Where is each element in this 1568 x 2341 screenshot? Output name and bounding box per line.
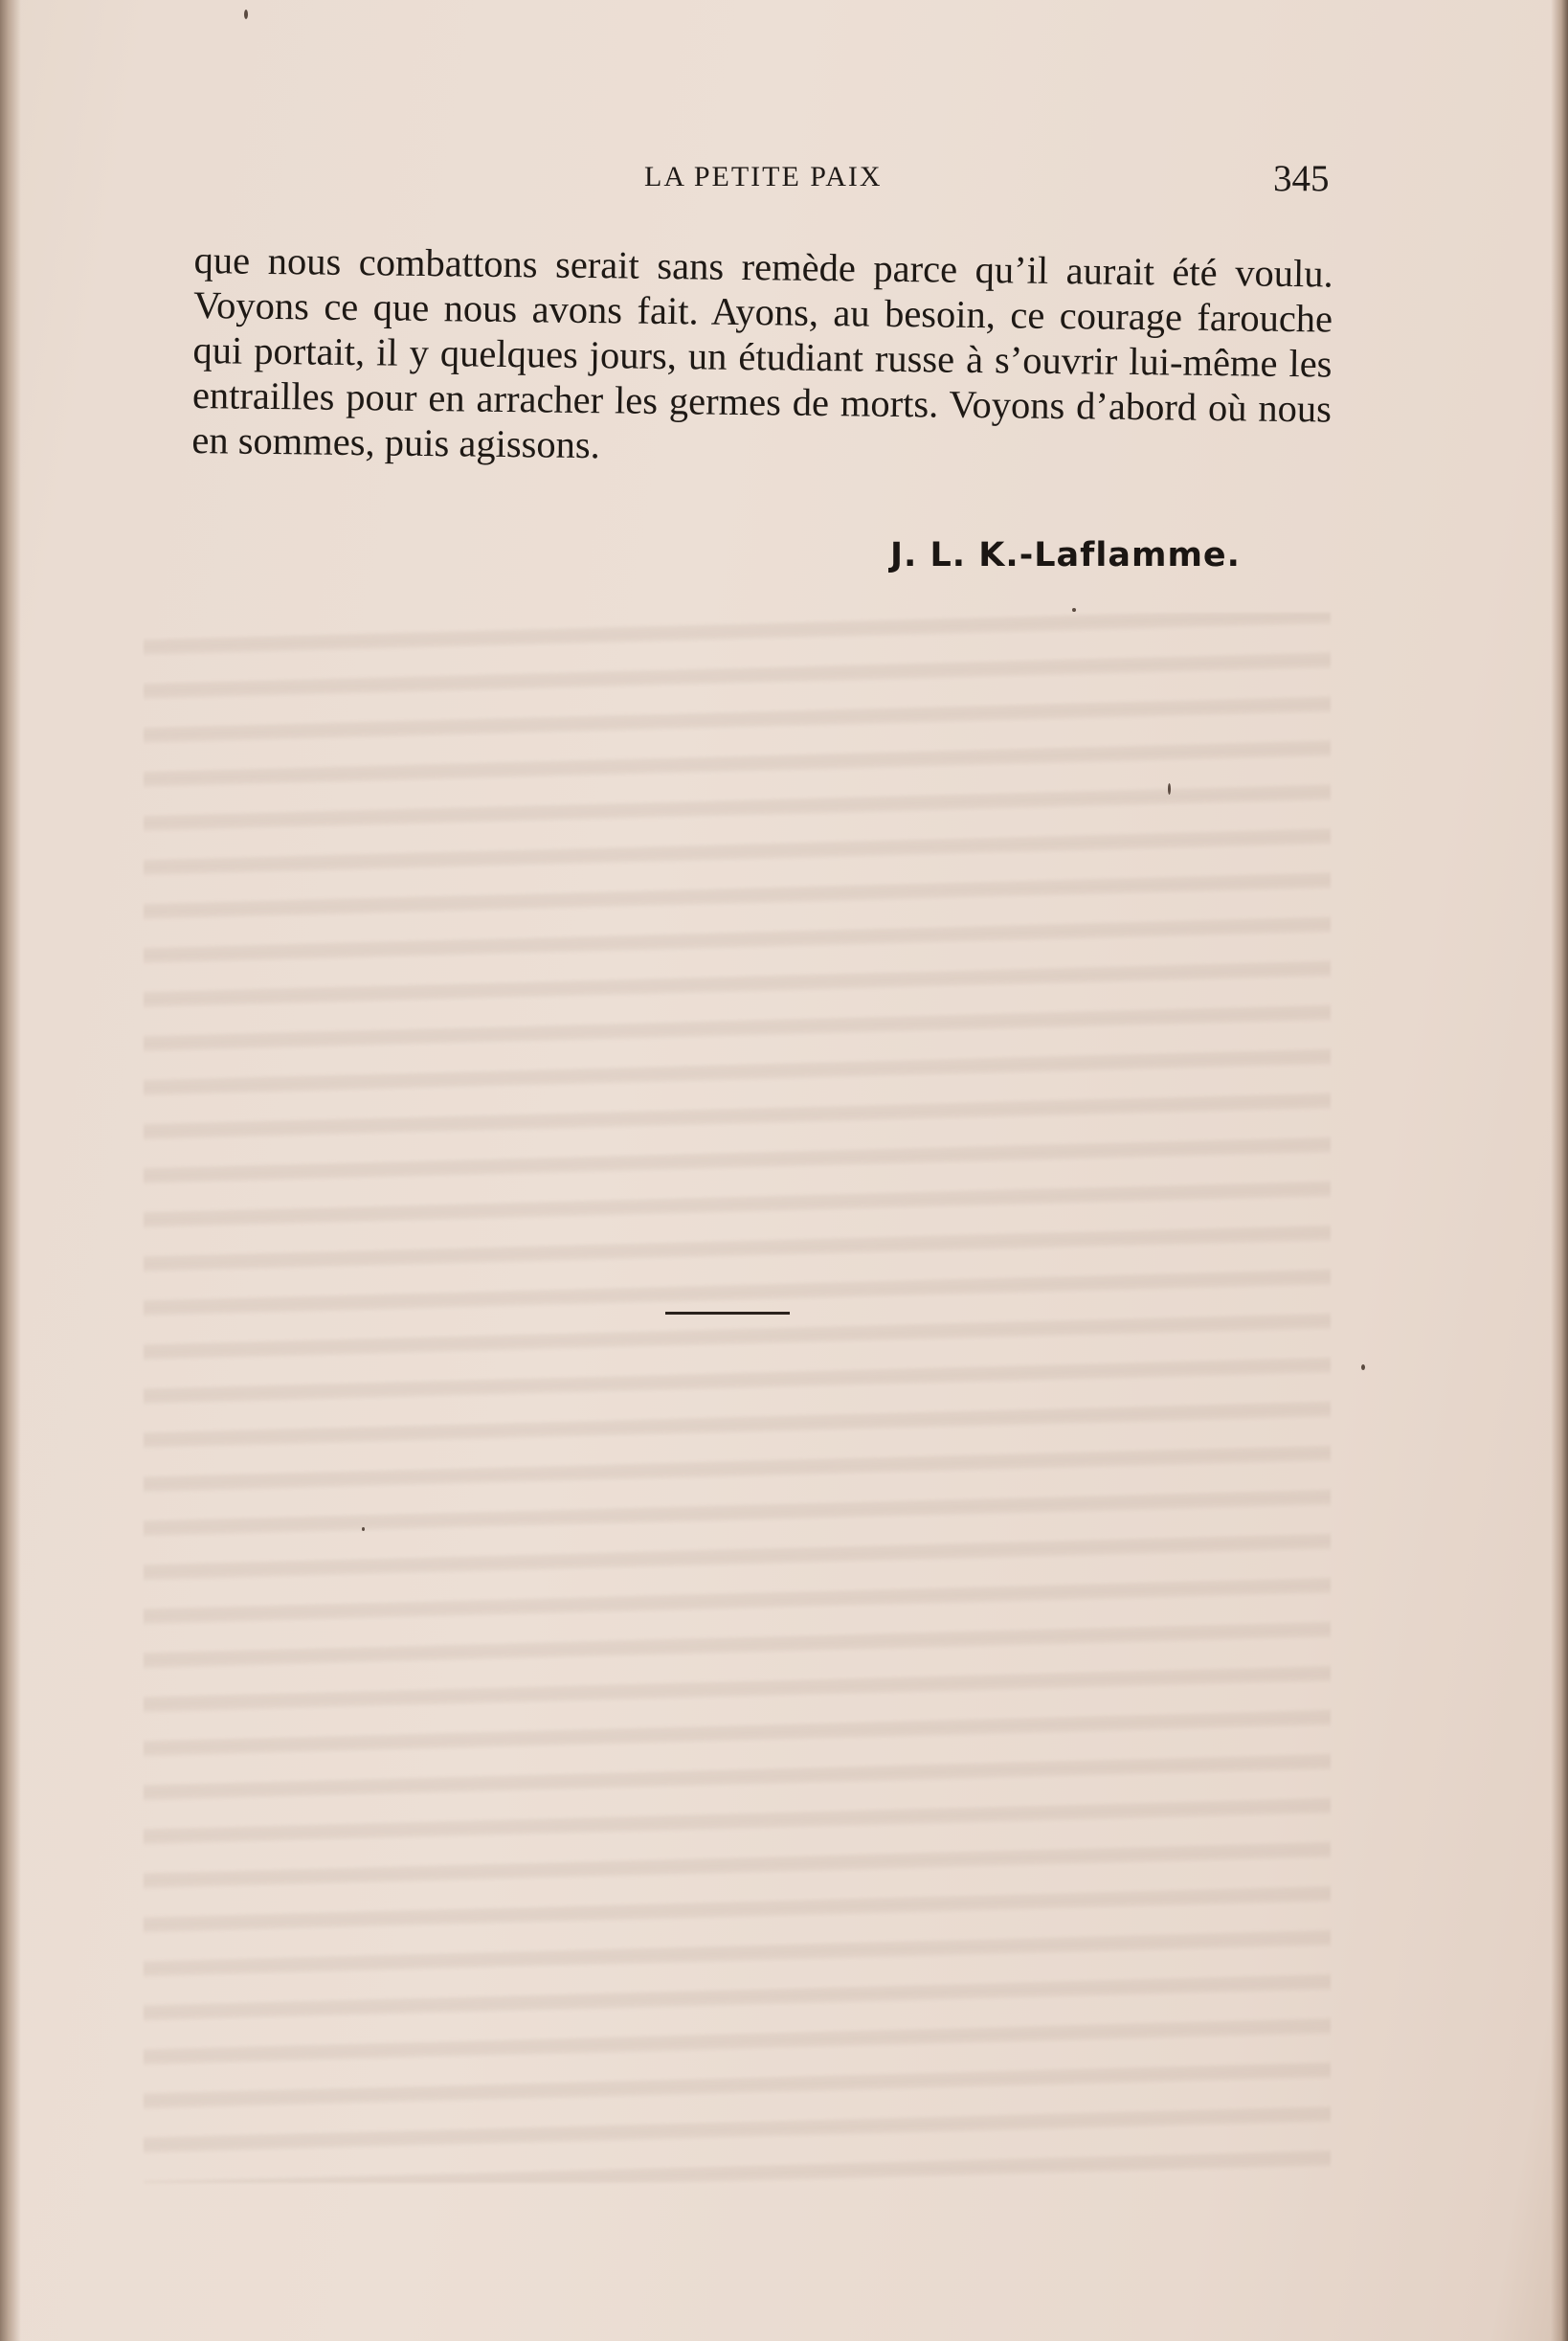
body-paragraph: que nous combattons serait sans remède parce qu’il aurait été voulu. Voyons ce que nous avons fait. Ayons, au besoin, ce courage farouche qui portait, il y quelques jours, un étudiant russe à s’ouvrir lui-même les entrailles pour en arracher les germes de morts. Voyons d’abord où nous en sommes, puis agissons. (191, 237, 1333, 467)
body-text (191, 237, 1333, 477)
paper-speck (1361, 1364, 1365, 1370)
spine-shadow (0, 0, 21, 2341)
paper-speck (1168, 783, 1171, 795)
page-header (191, 158, 1340, 209)
running-title: LA PETITE PAIX (644, 161, 883, 192)
author-signature: J. L. K.-Laflamme. (890, 536, 1241, 574)
page-number: 345 (1273, 158, 1330, 199)
paper-speck (1072, 608, 1076, 612)
paper-speck (362, 1527, 365, 1531)
page-edge (1551, 0, 1568, 2341)
paper-speck (244, 10, 248, 19)
section-separator (665, 1312, 790, 1315)
show-through-texture (144, 613, 1331, 2183)
